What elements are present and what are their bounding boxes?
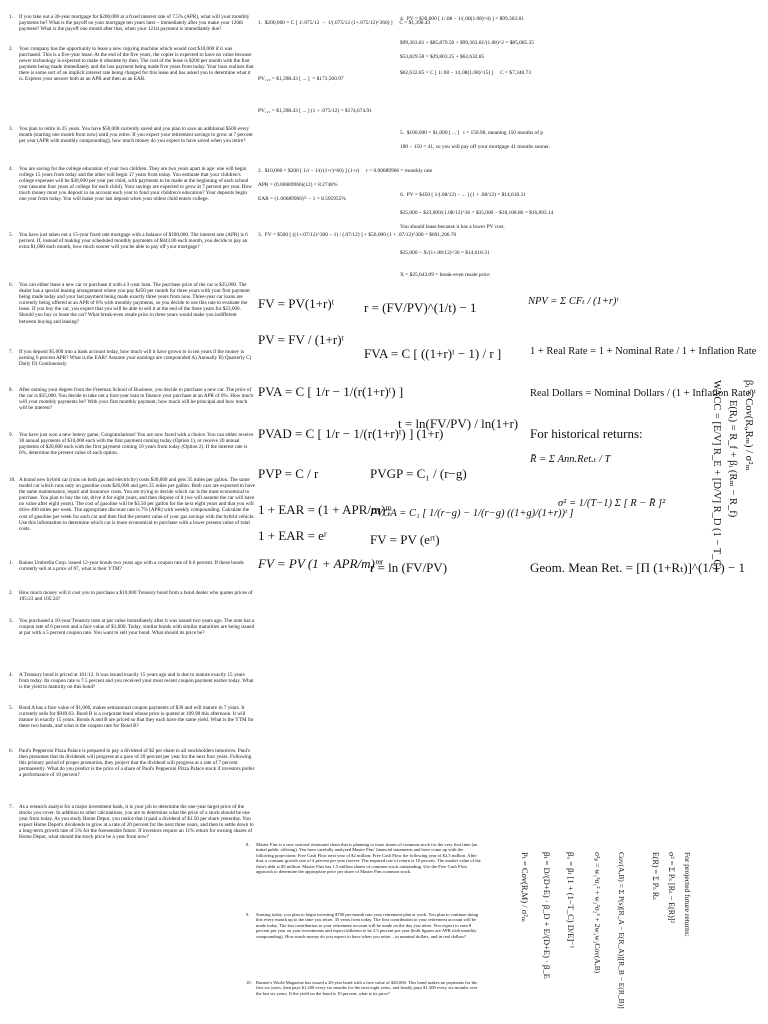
- solution-line: 5. $100,000 = $1,000 [ ... ] t = 150.98, meaning 150 months of p: [400, 130, 544, 136]
- question: 8. After earning your degree from the Freeman School of Business, you decide to purchase a new car. The price of the car is $35,000. You decide to take out a four-year loan to finance your purchase at an APR of 6%. How much will your monthly payments be? With your first monthly payment, how much will be principal and how much will be interest?: [9, 387, 254, 412]
- vertical-formula-beta: βᵢ = Cov(Rᵢ,Rₘ) / σ²ₘ: [743, 380, 754, 471]
- formula-npv: NPV = Σ CFₜ / (1+r)ᵗ: [528, 296, 619, 307]
- formula-fva: FVA = C [ ((1+r)ᵗ − 1) / r ]: [364, 346, 502, 361]
- vertical-formula: E(R) = Σ Pₛ Rₛ: [651, 852, 660, 900]
- solution-line: $35,000 − $23,000/(1.08/12)^36 = $35,000 − $18,108.86 = $16,893.14: [400, 210, 554, 216]
- formula-real-dollars: Real Dollars = Nominal Dollars / (1 + Inflation Rate)ᵗ: [530, 388, 756, 399]
- solution-line: X = $25,643.09 = break-even resale price: [400, 272, 490, 278]
- question: 1. If you take out a 30-year mortgage for $200,000 at a fixed interest rate of 7.5% (APR), what will your monthly payments be? What is the payoff on your mortgage ten years later – immediately after you make your 120th payment? What is the payoff one month after that, when your 121st payment is immediately due?: [9, 14, 250, 33]
- question: 7. If you deposit $5,000 into a bank account today, how much will it have grown to in ten years if the money is earning 6 percent APR? What is the EAR? Assume your earnings are compounded A) Annually B) Quarterly C) Daily D) Continuously: [9, 349, 252, 368]
- question: 2. Your company has the opportunity to lease a new copying machine which would cost $10,000 if it was purchased. This is a five-year lease. At the end of the five years, the copier is expected to have no value because newer technology is expected to make it obsolete by then. The cost of the lease is $200 per month with the first payment being made immediately and the last payment being made five years from today. Your boss realizes that there is some sort of an implicit interest rate being charged for this lease and has asked you to determine what it is. Express your answer both as an APR and then as an EAR.: [9, 46, 254, 83]
- formula-fv-continuous: FV = PV (eʳᵗ): [370, 532, 440, 547]
- vertical-formula: σ²ₚ = w₁²σ₁² + w₂²σ₂² + 2w₁w₂Cov(A,B): [593, 852, 602, 974]
- solution-line: PV₁₂₀ = $1,398.43 [ ... ] = $173,500.97: [258, 76, 344, 82]
- formula-pvga: PVGA = C₁ [ 1/(r−g) − 1/(r−g) ((1+g)/(1+r))ᵗ ]: [370, 508, 574, 519]
- question: 5. Bond A has a face value of $1,000, makes semiannual coupon payments of $30 and will mature in 7 years. It currently sells for $949.63. Bond B is a corporate bond whose price is quoted at 109.98 this afternoon. It will mature in exactly 15 years. Bonds A and B are priced so that they each have the same yield. What is the YTM for these two bonds, and what is the coupon rate for Bond B?: [9, 705, 254, 730]
- solution-line: 2. $10,000 = $200 [ 1/r − 1/(r(1+r)^60) ] (1+r) r = 0.00689966 = monthly rate: [258, 168, 433, 174]
- question: 3. You plan to retire in 25 years. You have $50,000 currently saved and you plan to save an additional $500 every month (starting one month from now) until you retire. If you expect your retirement savings to grow at 7 percent per year (APR with monthly compounding), how much money do you expect to have saved when you retire?: [9, 126, 253, 145]
- vertical-formula: For projected future returns:: [683, 852, 692, 937]
- question: 9. You have just won a new lottery game, Congratulations! You are now faced with a choice. You can either receive 30 annual payments of $10,000 each with the first payment coming today (Option 1), or receive 20 annual payments of $20,000 each with the first payment coming 10 years from today (Option 2). If the interest rate is 6%, determine the present value of each option.: [9, 432, 254, 457]
- vertical-formula-capm: E(Rᵢ) = R_f + βᵢ (Rₘ − R_f): [727, 400, 738, 518]
- formula-fv: FV = PV(1+r)ᵗ: [258, 296, 335, 311]
- formula-ear: 1 + EAR = (1 + APR/m)ᵐ: [258, 502, 392, 517]
- formula-fv-apr: FV = PV (1 + APR/m)ᵐᵗ: [258, 556, 383, 571]
- historical-returns-heading: For historical returns:: [530, 426, 643, 441]
- solution-line: EAR = (1.00689966)¹² − 1 = 8.595955%: [258, 196, 346, 202]
- formula-t: t = ln(FV/PV) / ln(1+r): [398, 416, 519, 431]
- formula-r-ln: r = ln (FV/PV): [370, 560, 448, 575]
- formula-pvp: PVP = C / r: [258, 466, 319, 481]
- solution-line: 6. PV = $450 [ 1/(.08/12) − ... ] (1 + .08/12) = $14,618.31: [400, 192, 526, 198]
- vertical-formula: βₜ = D/(D+E) · β_D + E/(D+E) · β_E: [542, 852, 552, 979]
- question: 10. A brand new hybrid car (runs on both gas and electricity) costs $30,000 and gets 35 miles per gallon. The same model car which runs only on gasoline costs $26,000 and gets 25 miles per gallon. Both cars are expected to have the same maintenance, repair and insurance costs. You are trying to decide which car is the most economical to purchase. You plan to buy the car, drive it for eight years, and then dispose of it (we will assume the car will have no value after eight years). The cost of gasoline will be $3.50 per gallon for the next eight years and that you will drive 400 miles per week. The appropriate discount rate is 7% (APR) with weekly compounding. Calculate the cost of gasoline per week for each car and then find the present value of your gas savings with the hybrid vehicle. Use this information to determine which car is more economical to purchase with a lower present value of total costs.: [9, 477, 255, 532]
- solution-line: $35,000 − X/(1+.08/12)^36 = $14,618.31: [400, 250, 490, 256]
- bottom-vertical-formulas: [490, 842, 760, 1018]
- formula-ear-continuous: 1 + EAR = eʳ: [258, 528, 327, 543]
- formula-sigma: σ² = 1/(T−1) Σ [ R − R̄ ]²: [558, 498, 666, 509]
- solution-line: 180 − 150 = 41, so you will pay off your mortgage 41 months sooner.: [400, 144, 551, 150]
- formula-pvad: PVAD = C [ 1/r − 1/(r(1+r)ᵗ) ] (1+r): [258, 426, 444, 441]
- solution-line: $53,829.58 = $29,803.25 + $62,632.85: [400, 54, 485, 60]
- question: 3. You purchased a 10-year Treasury note at par value immediately after it was issued two years ago. The note has a coupon rate of 6 percent and a face value of $1,000. Today, similar bonds with similar maturities are being issued at par with a 5 percent coupon rate. You want to sell your bond. What should its price be?: [9, 618, 255, 637]
- formula-r: r = (FV/PV)^(1/t) − 1: [364, 300, 477, 315]
- formula-pva: PVA = C [ 1/r − 1/(r(1+r)ᵗ) ]: [258, 384, 404, 399]
- solution-line: 4. PV = $30,000 [ 1/.08 − 1/(.08(1.08)^4) ] = $99,363.81: [400, 16, 524, 22]
- question: 6. Paul's Pepperoni Pizza Palace is prepared to pay a dividend of $2 per share to all stockholders tomorrow. Paul's then presumes that its dividends will progress at a pace of 20 percent per year for the next four years. Following this primary period of proper promotion, they project that the dividend will progress at a rate of 7 percent permanently. What do you predict is the price of a share of Paul's Pepperoni Pizza Palace stock if investors prefer a performance of 10 percent?: [9, 748, 255, 779]
- question: 8. Master Fins is a new seafood restaurant chain that is planning to issue shares of common stock for the very first time (an initial public offering). You have carefully analyzed Master Fins' financial statements and have come up with the following projections: Free Cash Flow next year of $2 million; Free Cash Flow the following year of $2.5 million. After that, a constant growth rate of 4 percent per year forever. The required rate of return is 10 percent. The market value of the firm's debt is $5 million. Master Fins has 1.5 million shares of common stock outstanding. Use the Free Cash Flow approach to determine the appropriate price per share of Master Fins common stock.: [246, 842, 481, 875]
- vertical-formula: βᵤ = βₗ [1 + (1−T_C) D/E]⁻¹: [566, 852, 576, 949]
- formula-geometric-mean: Geom. Mean Ret. = [Π (1+Rₜ)]^(1/T) − 1: [530, 560, 746, 575]
- vertical-formula-wacc: WACC = [E/V] R_E + [D/V] R_D (1 − T_C): [711, 380, 722, 570]
- formula-rbar: R̄ = Σ Ann.Ret.ₜ / T: [530, 454, 611, 465]
- question: 4. You are saving for the college education of your two children. They are two years apart in age: one will begin college 15 years from today and the other will begin 17 years from today. You estimate that your children's college expenses will be $30,000 per year per child, with payments to be made at the beginning of each school year (assume four years of college for each child). Your savings are expected to grow at 7 percent per year. How much money must you deposit in an account each year to fund your children's education? Your deposits begin one year from today. You will make your last deposit when your oldest child enters college.: [9, 166, 252, 203]
- question: 2. How much money will it cost you to purchase a $10,000 Treasury bond from a bond dealer who quotes prices of 105:23 and 105:24?: [9, 590, 253, 603]
- formula-real-rate: 1 + Real Rate = 1 + Nominal Rate / 1 + Inflation Rate: [530, 346, 757, 357]
- vertical-formula: Pₜ = Cov(R,M) / σ²ₘ: [520, 852, 530, 923]
- solution-line: 1. $200,000 = C [ 1/.075/12 − 1/(.075/12 (1+.075/12)^360) ] C = $1,398.43: [258, 20, 431, 26]
- formula-pv: PV = FV / (1+r)ᵗ: [258, 332, 345, 347]
- solution-line: 3. FV = $500 [ ((1+.07/12)^300 − 1) / (.07/12) ] + $50,000 (1 + .07/12)^300 = $691,206.76: [258, 232, 457, 238]
- formula-pvgp: PVGP = C₁ / (r−g): [370, 466, 467, 481]
- solution-line: APR = (0.00689966)(12) = 8.2748%: [258, 182, 338, 188]
- solution-line: $62,632.85 = C [ 1/.08 − 1/(.08(1.08)^15) ] C = $7,340.73: [400, 70, 531, 76]
- vertical-formula: Cov(A,B) = Σ P(s)[R_A − E(R_A)][R_B − E(R_B)]: [617, 852, 626, 1009]
- question: 9. Starting today, you plan to begin investing $700 per month into your retirement plan at work. You plan to continue doing this every month up to the time you retire, 35 years from today. The first contribution to your retirement account will be made today. The last contribution to your retirement account will be made on the day you retire. You expect to earn 8 percent per year on your investments and expect inflation to be 2.5 percent per year (both figures are APR with monthly compounding). How much money do you expect to have when you retire – in nominal dollars, and in real dollars?: [246, 912, 479, 939]
- question: 6. You can either lease a new car or purchase it with a 3-year loan. The purchase price of the car is $35,000. The dealer has a special leasing arrangement where you pay $450 per month for three years with your first payment being made today and your last payment being made exactly three years from now. Three-year car loans are currently being offered at an APR of 8% with monthly payments, so you decide to use this rate to evaluate the lease. If you buy the car, you expect that you will be able to sell it at the end of the three years for $23,000. Should you buy or lease the car? What break-even resale price in three years would make you indifferent between buying and leasing?: [9, 282, 250, 325]
- question: 7. As a research analyst for a major investment bank, it is your job to determine the one-year target price of the stocks you cover. In addition to other calculations, you are to determine what the price of a stock should be one year from today. As you study Home Depot, you notice that it paid a dividend of $1.50 per share yesterday. You expect Home Depot's dividends to grow at a rate of 20 percent for the next three years, and then to settle down to a long-term growth rate of 5% for the foreseeable future. If investors require an 11% return for owning shares of Home Depot, what should the stock price be a year from now?: [9, 804, 254, 841]
- question: 5. You have just taken out a 15-year fixed rate mortgage with a balance of $100,000. The interest rate (APR) is 6 percent. If, instead of making your scheduled monthly payments of $843.86 each month, you decide to pay an extra $1,000 each month, how much sooner will you be able to pay off your mortgage?: [9, 232, 248, 251]
- question: 1. Raines Umbrella Corp. issued 12-year bonds two years ago with a coupon rate of 8.6 percent. If these bonds currently sell at a price of 97, what is their YTM?: [9, 560, 244, 573]
- solution-line: PV₁₂₁ = $1,398.43 [ ... ] (1 + .075/12) = $174,674.91: [258, 108, 372, 114]
- vertical-formula: σ² = Σ Pₛ [Rₛ − E(R)]²: [667, 852, 676, 923]
- solution-line: You should lease because it has a lower PV cost.: [400, 224, 505, 230]
- question: 10. Runner's World Magazine has issued a 20-year bond with a face value of $20,000. This bond makes no payments for the first six years, then pays $1,200 every six months for the next eight years, and finally pays $1,500 every six months over the last six years. If the yield on the bond is 10 percent, what is its price?: [246, 980, 478, 996]
- question: 4. A Treasury bond is priced at 101:12. It was issued exactly 15 years ago and is due to mature exactly 15 years from today. Its coupon rate is 7.5 percent and you received your most recent coupon payment earlier today. What is the yield to maturity on this bond?: [9, 672, 254, 691]
- solution-line: $99,363.81 + $85,879.50 + $99,363.81/(1.08)^2 = $85,085.35: [400, 40, 534, 46]
